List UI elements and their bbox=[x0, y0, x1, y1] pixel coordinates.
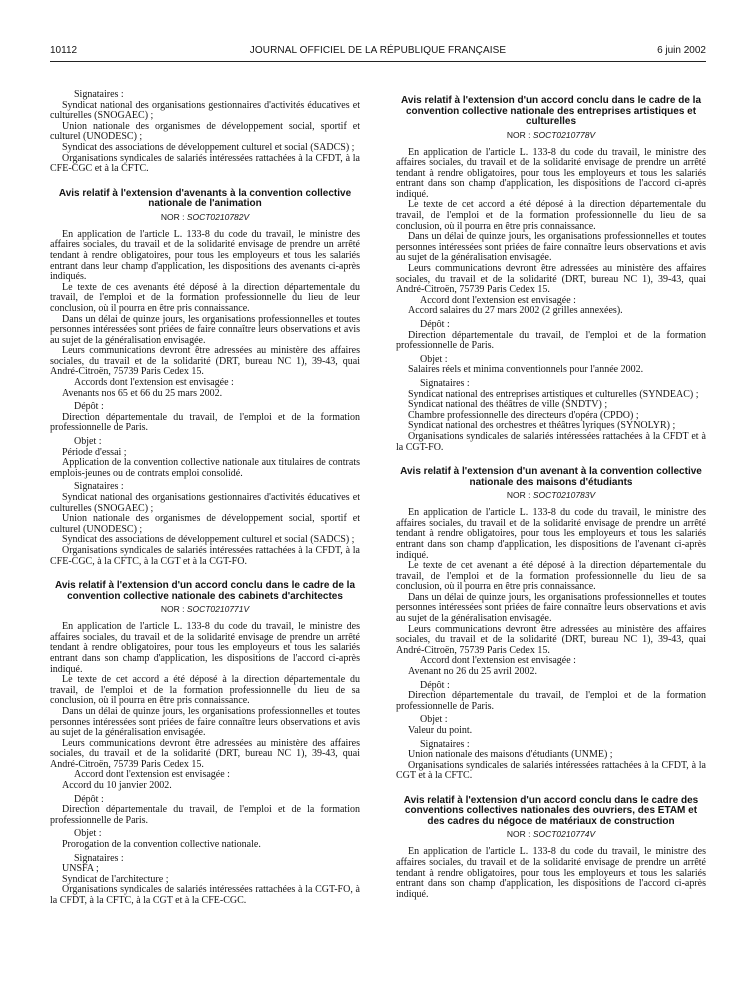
unions-text: Organisations syndicales de salariés intéressées rattachées à la CFDT, à la CFE-CGC, à la CFTC, à la CGT et à la CGT-FO. bbox=[50, 544, 360, 567]
signatory: Syndicat national des organisations gestionnaires d'activités éducatives et culturelles (SNOGAEC) ; bbox=[50, 492, 360, 514]
journal-title: JOURNAL OFFICIEL DE LA RÉPUBLIQUE FRANÇAISE bbox=[249, 45, 507, 56]
unions-text: Organisations syndicales de salariés intéressées rattachées à la CFDT, à la CGT et à la CFTC. bbox=[396, 759, 706, 782]
notice-title: Avis relatif à l'extension d'un accord conclu dans le cadre des conventions collectives nationales des ouvriers, des ETAM et des cadres du négoce de matériaux de construction bbox=[403, 794, 699, 827]
paragraph: En application de l'article L. 133-8 du code du travail, le ministre des affaires sociales, du travail et de la solidarité envisage de prendre un arrêté tendant à rendre obligatoires, pour tous les employeurs et tous les salariés entrant dans son champ d'application, les dispositions de l'accord ci-après indiqué. bbox=[396, 846, 706, 900]
objet-value: Salaires réels et minima conventionnels pour l'année 2002. bbox=[408, 364, 644, 376]
paragraph: En application de l'article L. 133-8 du code du travail, le ministre des affaires sociales, du travail et de la solidarité envisage de prendre un arrêté tendant à rendre obligatoires, pour tous les employeurs et tous les salariés entrant dans leur champ d'application, les dispositions des avenants ci-après indiqués. bbox=[50, 228, 360, 283]
depot-value: Direction départementale du travail, de l'emploi et de la formation professionnelle de Paris. bbox=[396, 690, 706, 712]
depot-value: Direction départementale du travail, de l'emploi et de la formation professionnelle de Paris. bbox=[50, 411, 360, 434]
paragraph: Leurs communications devront être adressées au ministère des affaires sociales, du travail et de la solidarité (DRT, bureau NC 1), 39-43, quai André-Citroën, 75739 Paris Cedex 15. bbox=[396, 623, 706, 656]
accords-label: Accords dont l'extension est envisagée : bbox=[74, 377, 234, 389]
page-header bbox=[50, 45, 706, 59]
paragraph: En application de l'article L. 133-8 du code du travail, le ministre des affaires sociales, du travail et de la solidarité envisage de prendre un arrêté tendant à rendre obligatoires, pour tous les employeurs et tous les salariés entrant dans son champ d'application, les dispositions de l'avenant ci-après indiqué. bbox=[396, 507, 706, 561]
signatory: Syndicat national des orchestres et théâtres lyriques (SYNOLYR) ; bbox=[408, 420, 676, 432]
depot-label: Dépôt : bbox=[74, 401, 104, 413]
nor-reference: NOR : SOCT0210778V bbox=[506, 129, 596, 140]
paragraph: Le texte de cet accord a été déposé à la direction départementale du travail, de l'emploi et de la formation professionnelle du lieu de sa conclusion, où il pourra en être pris connaissance. bbox=[50, 674, 360, 707]
right-column bbox=[396, 96, 706, 900]
accord-value: Accord salaires du 27 mars 2002 (2 grilles annexées). bbox=[408, 305, 623, 317]
notice-title: Avis relatif à l'extension d'un accord conclu dans le cadre de la convention collective nationale des entreprises artistiques et culturelles bbox=[400, 95, 702, 127]
nor-reference: NOR : SOCT0210774V bbox=[506, 829, 596, 840]
signatory: Syndicat des associations de développement culturel et social (SADCS) ; bbox=[62, 534, 355, 546]
signataires-label: Signataires : bbox=[420, 738, 470, 750]
notice-title: Avis relatif à l'extension d'un avenant à la convention collective nationale des maisons d'étudiants bbox=[400, 466, 702, 488]
signatory: UNSFA ; bbox=[62, 863, 99, 875]
signatory: Syndicat national des entreprises artistiques et culturelles (SYNDEAC) ; bbox=[408, 388, 699, 400]
accord-value: Accord du 10 janvier 2002. bbox=[62, 780, 172, 792]
signatory: Syndicat national des organisations gestionnaires d'activités éducatives et culturelles (SNOGAEC) ; bbox=[50, 99, 360, 122]
objet-label: Objet : bbox=[74, 436, 102, 448]
signataires-label: Signataires : bbox=[74, 852, 124, 864]
left-column bbox=[50, 90, 360, 907]
signataires-label: Signataires : bbox=[74, 481, 124, 493]
paragraph: Leurs communications devront être adressées au ministère des affaires sociales, du travail et de la solidarité (DRT, bureau NC 1), 39-43, quai André-Citroën, 75739 Paris Cedex 15. bbox=[50, 737, 360, 770]
signatory: Chambre professionnelle des directeurs d'opéra (CPDO) ; bbox=[408, 409, 639, 421]
objet-label: Objet : bbox=[74, 828, 102, 840]
objet-label: Objet : bbox=[420, 714, 448, 726]
paragraph: Leurs communications devront être adressées au ministère des affaires sociales, du travail et de la solidarité (DRT, bureau NC 1), 39-43, quai André-Citroën, 75739 Paris Cedex 15. bbox=[50, 345, 360, 378]
paragraph: Dans un délai de quinze jours, les organisations professionnelles et toutes personnes intéressées sont priées de faire connaître leurs observations et avis au sujet de la généralisation envisagée. bbox=[396, 591, 706, 625]
accord-value: Avenants nos 65 et 66 du 25 mars 2002. bbox=[62, 387, 223, 399]
depot-value: Direction départementale du travail, de l'emploi et de la formation professionnelle de Paris. bbox=[396, 329, 706, 352]
signatory: Union nationale des organismes de développement social, sportif et culturel (UNODESC) ; bbox=[50, 120, 360, 143]
depot-label: Dépôt : bbox=[420, 679, 450, 691]
signatory: Syndicat des associations de développement culturel et social (SADCS) ; bbox=[62, 141, 355, 153]
paragraph: Dans un délai de quinze jours, les organisations professionnelles et toutes personnes intéressées sont priées de faire connaître leurs observations et avis au sujet de la généralisation envisagée. bbox=[50, 313, 360, 346]
header-rule bbox=[50, 61, 706, 62]
accord-label: Accord dont l'extension est envisagée : bbox=[74, 769, 230, 781]
paragraph: En application de l'article L. 133-8 du code du travail, le ministre des affaires sociales, du travail et de la solidarité envisage de prendre un arrêté tendant à rendre obligatoires, pour tous les employeurs et tous les salariés entrant dans son champ d'application, les dispositions de l'accord ci-après indiqué. bbox=[396, 146, 706, 200]
signatory: Union nationale des organismes de développement social, sportif et culturel (UNODESC) ; bbox=[50, 513, 360, 535]
paragraph: Le texte de cet avenant a été déposé à la direction départementale du travail, de l'emploi et de la formation professionnelle du lieu de sa conclusion, où il pourra en être pris connaissance. bbox=[396, 560, 706, 593]
accord-value: Avenant no 26 du 25 avril 2002. bbox=[408, 666, 537, 678]
depot-label: Dépôt : bbox=[420, 319, 450, 330]
signataires-label: Signataires : bbox=[420, 377, 470, 389]
notice-title: Avis relatif à l'extension d'un accord conclu dans le cadre de la convention collective nationale des cabinets d'architectes bbox=[54, 580, 356, 602]
paragraph: Le texte de ces avenants été déposé à la direction départementale du travail, de l'emploi et de la formation professionnelle du lieu de leur conclusion, où il pourra en être pris connaissance. bbox=[50, 281, 360, 314]
signatory: Union nationale des maisons d'étudiants (UNME) ; bbox=[408, 749, 613, 761]
depot-label: Dépôt : bbox=[74, 793, 104, 805]
depot-value: Direction départementale du travail, de l'emploi et de la formation professionnelle de Paris. bbox=[50, 804, 360, 826]
unions-text: Organisations syndicales de salariés intéressées rattachées à la CFDT et à la CGT-FO. bbox=[396, 430, 706, 453]
nor-reference: NOR : SOCT0210782V bbox=[160, 211, 250, 222]
objet-label: Objet : bbox=[420, 353, 448, 365]
accord-label: Accord dont l'extension est envisagée : bbox=[420, 655, 576, 667]
paragraph: En application de l'article L. 133-8 du code du travail, le ministre des affaires sociales, du travail et de la solidarité envisage de prendre un arrêté tendant à rendre obligatoires, pour tous les employeurs et tous les salariés entrant dans son champ d'application, les dispositions de l'accord ci-après indiqué. bbox=[50, 621, 360, 675]
paragraph: Dans un délai de quinze jours, les organisations professionnelles et toutes personnes intéressées sont priées de faire connaître leurs observations et avis au sujet de la généralisation envisagée. bbox=[50, 705, 360, 739]
signataires-label: Signataires : bbox=[74, 89, 124, 100]
unions-text: Organisations syndicales de salariés intéressées rattachées à la CGT-FO, à la CFDT, à la CFTC, à la CGT et à la CFE-CGC. bbox=[50, 884, 360, 906]
accord-label: Accord dont l'extension est envisagée : bbox=[420, 294, 576, 306]
unions-text: Organisations syndicales de salariés intéressées rattachées à la CFDT, à la CFE-CGC et à la CFTC. bbox=[50, 152, 360, 175]
signatory: Syndicat de l'architecture ; bbox=[62, 873, 169, 885]
paragraph: Le texte de cet accord a été déposé à la direction départementale du travail, de l'emploi et de la formation professionnelle du lieu de sa conclusion, où il pourra en être pris connaissance. bbox=[396, 199, 706, 232]
paragraph: Leurs communications devront être adressées au ministère des affaires sociales, du travail et de la solidarité (DRT, bureau NC 1), 39-43, quai André-Citroën, 75739 Paris Cedex 15. bbox=[396, 263, 706, 296]
nor-reference: NOR : SOCT0210783V bbox=[506, 490, 596, 501]
objet-value: Période d'essai ; bbox=[62, 446, 127, 458]
objet-value: Prorogation de la convention collective nationale. bbox=[62, 839, 261, 851]
notice-title: Avis relatif à l'extension d'avenants à la convention collective nationale de l'animation bbox=[58, 187, 352, 210]
issue-date: 6 juin 2002 bbox=[657, 45, 706, 56]
nor-reference: NOR : SOCT0210771V bbox=[160, 604, 250, 615]
objet-value: Valeur du point. bbox=[408, 725, 473, 736]
page-number: 10112 bbox=[50, 45, 78, 56]
paragraph: Dans un délai de quinze jours, les organisations professionnelles et toutes personnes intéressées sont priées de faire connaître leurs observations et avis au sujet de la généralisation envisagée. bbox=[396, 231, 706, 264]
objet-value: Application de la convention collective nationale aux titulaires de contrats emplois-jeunes ou de contrats emploi consolidé. bbox=[50, 457, 360, 479]
signatory: Syndicat national des théâtres de ville (SNDTV) ; bbox=[408, 399, 608, 411]
